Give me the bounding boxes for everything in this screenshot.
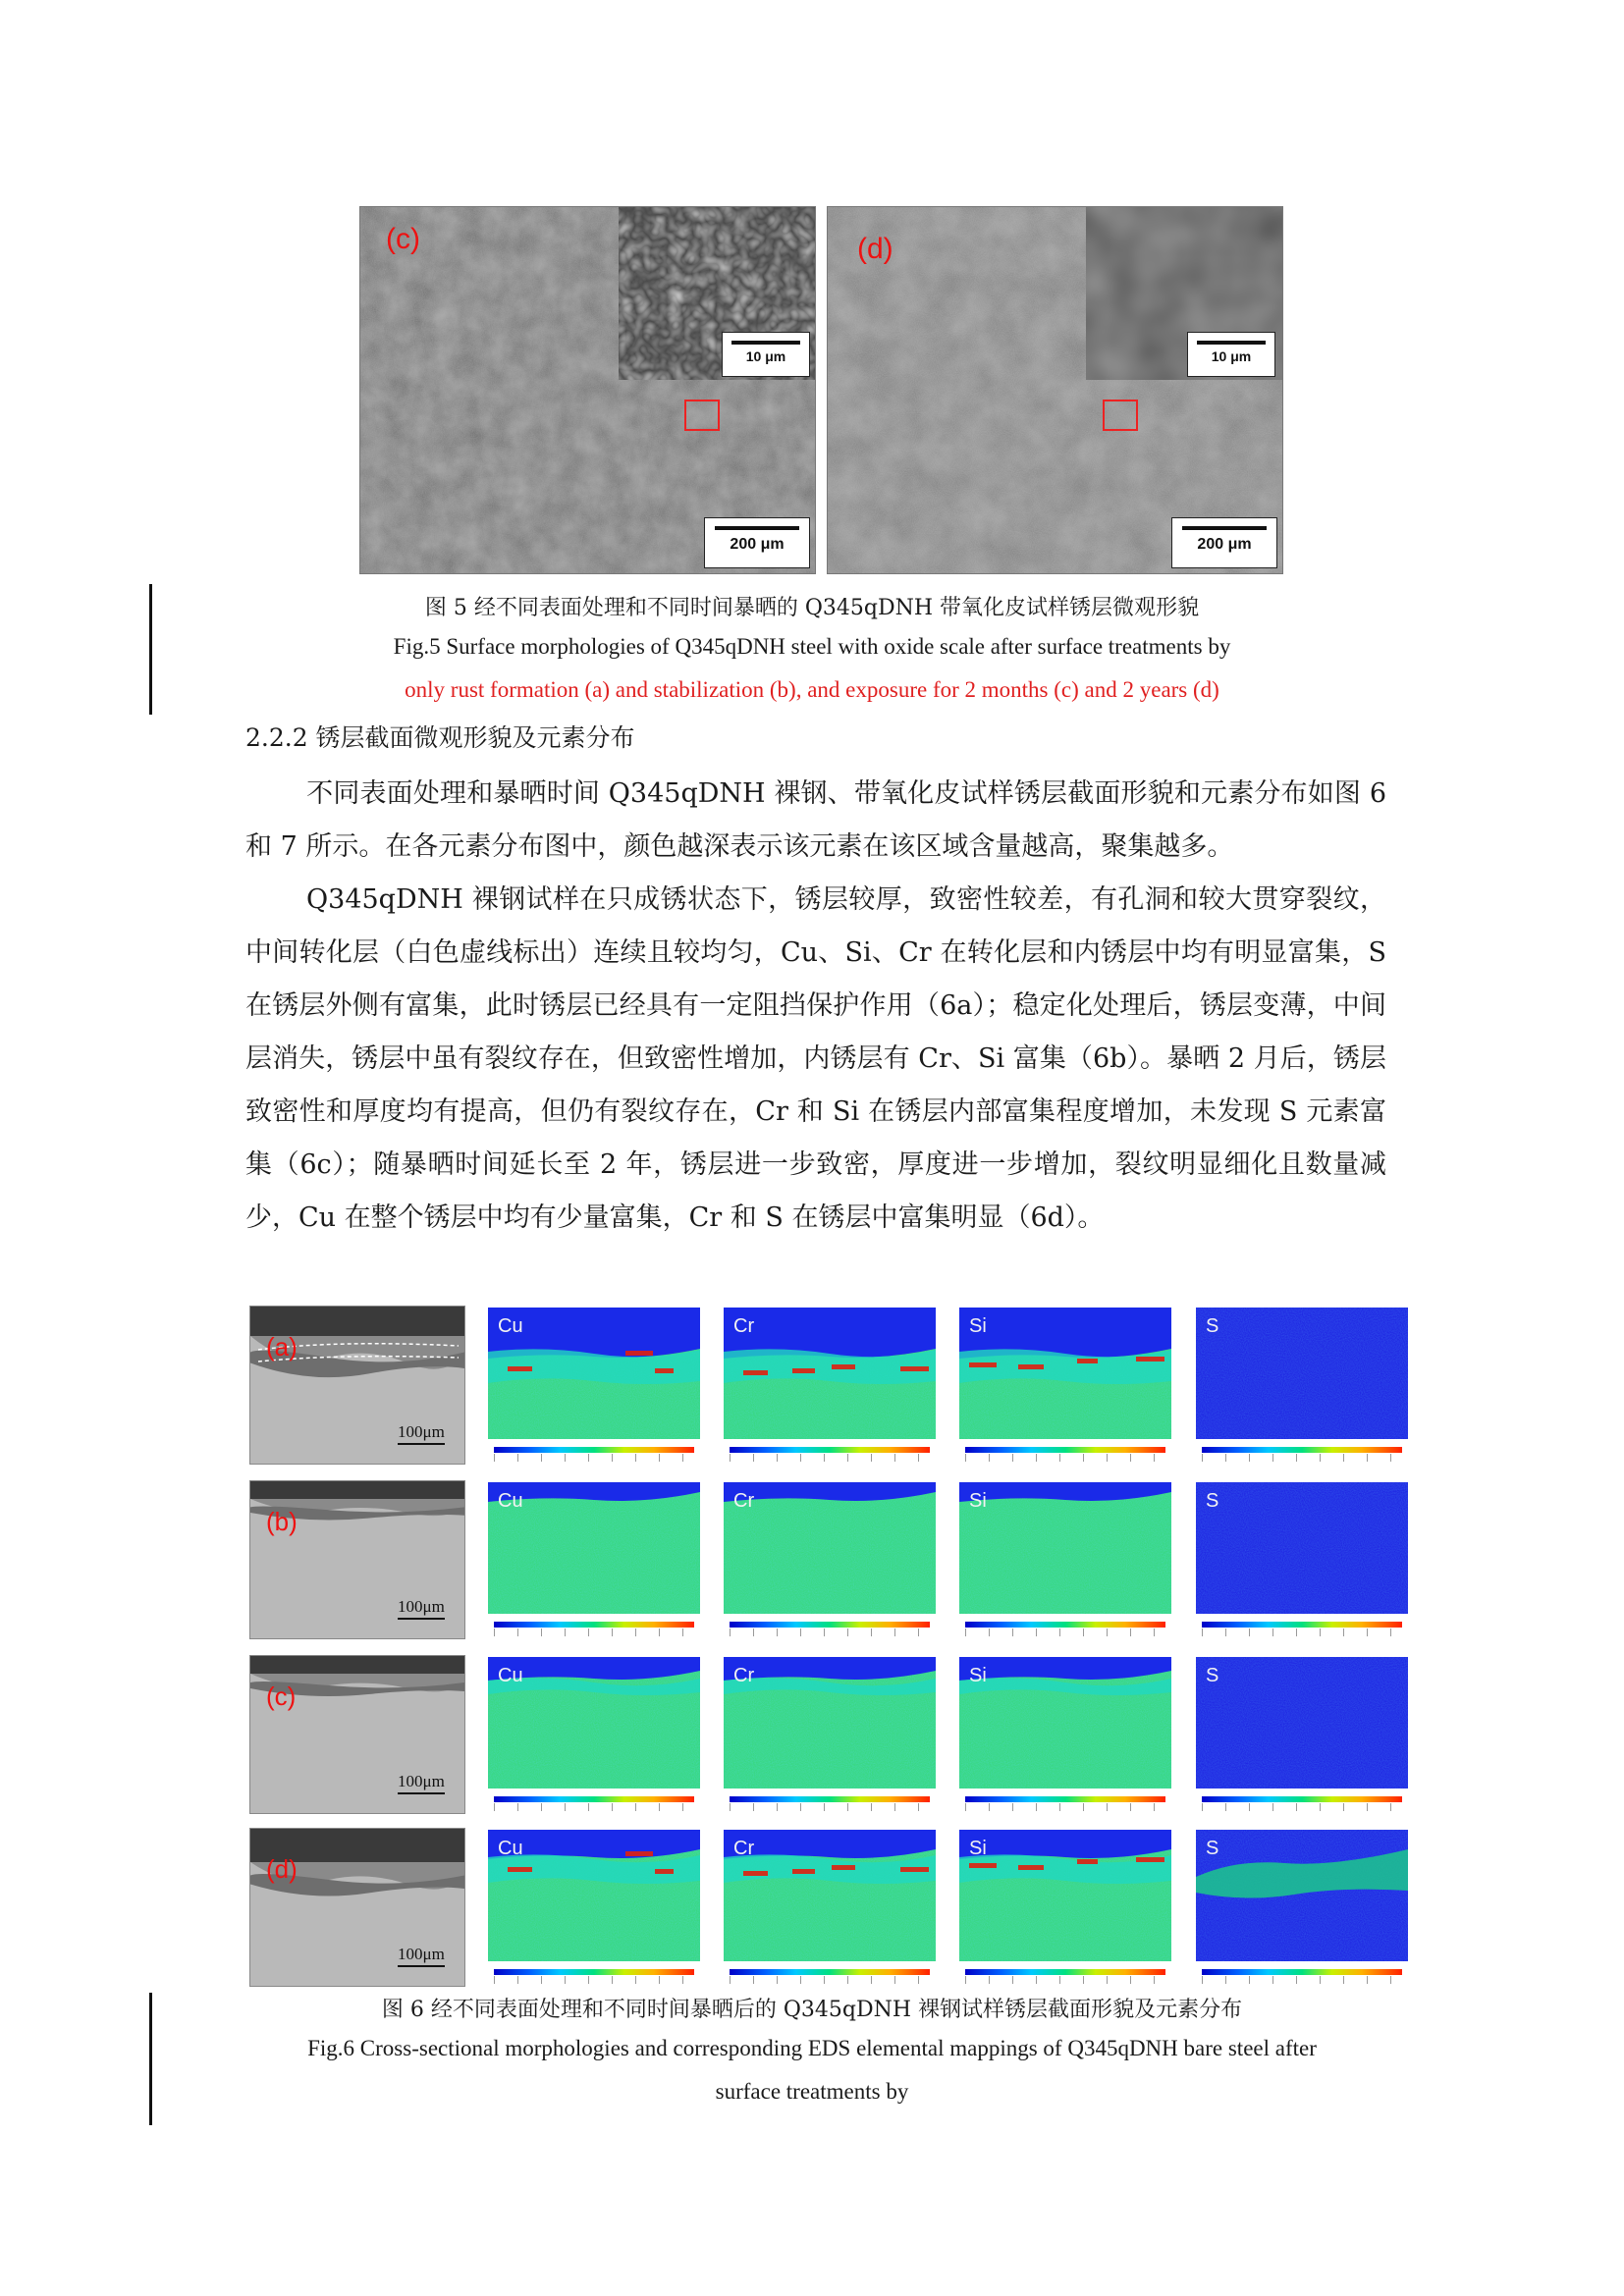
figure-caption-en: surface treatments by — [715, 2079, 909, 2104]
element-label: Cr — [733, 1665, 755, 1686]
color-scale-bar — [730, 1447, 930, 1453]
color-scale-bar — [1202, 1622, 1402, 1628]
figure-caption-cn: 图 5 经不同表面处理和不同时间暴晒的 Q345qDNH 带氧化皮试样锈层微观形貌 — [424, 596, 1200, 620]
panel-label: (b) — [266, 1507, 298, 1536]
eds-map-si — [959, 1482, 1171, 1614]
panel-label: (c) — [386, 223, 420, 255]
figure-caption-en: Fig.5 Surface morphologies of Q345qDNH steel with oxide scale after surface treatments by — [393, 634, 1231, 659]
zoom-region-marker — [1103, 400, 1138, 431]
scale-bar: 100μm — [398, 1772, 445, 1794]
cross-section-image — [249, 1828, 465, 1987]
eds-map-s — [1196, 1482, 1408, 1614]
cross-section-image — [249, 1655, 465, 1814]
element-label: S — [1206, 1490, 1219, 1512]
zoom-region-marker — [684, 400, 720, 431]
scale-bar: 100μm — [398, 1945, 445, 1967]
color-scale-ticks — [1202, 1976, 1402, 1984]
color-scale-ticks — [730, 1629, 930, 1636]
element-label: S — [1206, 1315, 1219, 1337]
element-label: Cu — [498, 1315, 523, 1337]
color-scale-bar — [730, 1622, 930, 1628]
element-label: Cu — [498, 1838, 523, 1859]
scale-bar: 100μm — [398, 1422, 445, 1445]
color-scale-bar — [494, 1796, 694, 1802]
scale-bar: 200 μm — [704, 517, 810, 568]
eds-map-cu — [488, 1482, 700, 1614]
eds-map-s — [1196, 1657, 1408, 1789]
eds-map-s — [1196, 1830, 1408, 1961]
color-scale-ticks — [494, 1454, 694, 1462]
element-label: S — [1206, 1838, 1219, 1859]
body-paragraph: 不同表面处理和暴晒时间 Q345qDNH 裸钢、带氧化皮试样锈层截面形貌和元素分布如图 6 和 7 所示。在各元素分布图中，颜色越深表示该元素在该区域含量越高，聚集越多。 — [245, 778, 1386, 862]
color-scale-ticks — [965, 1629, 1165, 1636]
panel-label: (c) — [266, 1682, 297, 1711]
color-scale-ticks — [730, 1803, 930, 1811]
color-scale-bar — [965, 1447, 1165, 1453]
color-scale-bar — [965, 1796, 1165, 1802]
eds-map-cu — [488, 1308, 700, 1439]
color-scale-ticks — [965, 1803, 1165, 1811]
eds-map-si — [959, 1308, 1171, 1439]
color-scale-ticks — [494, 1976, 694, 1984]
color-scale-ticks — [965, 1976, 1165, 1984]
element-label: Si — [969, 1490, 987, 1512]
element-label: Cr — [733, 1838, 755, 1859]
eds-map-cu — [488, 1830, 700, 1961]
element-label: Cu — [498, 1490, 523, 1512]
color-scale-bar — [494, 1622, 694, 1628]
color-scale-ticks — [494, 1629, 694, 1636]
inset-scale-bar: 10 μm — [1187, 332, 1275, 377]
color-scale-ticks — [965, 1454, 1165, 1462]
scale-bar: 200 μm — [1171, 517, 1277, 568]
color-scale-bar — [730, 1969, 930, 1975]
body-paragraph: Q345qDNH 裸钢试样在只成锈状态下，锈层较厚，致密性较差，有孔洞和较大贯穿裂纹，中间转化层（白色虚线标出）连续且较均匀，Cu、Si、Cr 在转化层和内锈层中均有明显富集，S 在锈层外侧有富集，此时锈层已经具有一定阻挡保护作用（6a）；稳定化处理后，锈层变薄，中间层消失，锈层中虽有裂纹存在，但致密性增加，内锈层有 Cr、Si 富集（6b）。暴晒 2 月后，锈层致密性和厚度均有提高，但仍有裂纹存在，Cr 和 Si 在锈层内部富集程度增加，未发现 S 元素富集（6c）；随暴晒时间延长至 2 年，锈层进一步致密，厚度进一步增加，裂纹明显细化且数量减少，Cu 在整个锈层中均有少量富集，Cr 和 S 在锈层中富集明显（6d）。 — [245, 884, 1386, 1233]
element-label: Si — [969, 1315, 987, 1337]
color-scale-bar — [1202, 1969, 1402, 1975]
element-label: Cr — [733, 1315, 755, 1337]
figure-caption-cn: 图 6 经不同表面处理和不同时间暴晒后的 Q345qDNH 裸钢试样锈层截面形貌及元素分布 — [381, 1998, 1243, 2022]
color-scale-ticks — [1202, 1454, 1402, 1462]
element-label: S — [1206, 1665, 1219, 1686]
figure-caption-en-revised: only rust formation (a) and stabilization (b), and exposure for 2 months (c) and 2 years (d) — [405, 677, 1219, 702]
color-scale-ticks — [730, 1976, 930, 1984]
color-scale-ticks — [494, 1803, 694, 1811]
element-label: Cr — [733, 1490, 755, 1512]
eds-map-cr — [724, 1657, 936, 1789]
panel-label: (d) — [857, 233, 893, 265]
eds-map-cr — [724, 1482, 936, 1614]
inset-scale-bar: 10 μm — [722, 332, 810, 377]
eds-map-si — [959, 1830, 1171, 1961]
color-scale-bar — [494, 1447, 694, 1453]
eds-map-cr — [724, 1308, 936, 1439]
sem-image-c — [359, 206, 816, 574]
eds-map-s — [1196, 1308, 1408, 1439]
color-scale-bar — [965, 1622, 1165, 1628]
color-scale-bar — [1202, 1447, 1402, 1453]
color-scale-bar — [730, 1796, 930, 1802]
eds-map-cr — [724, 1830, 936, 1961]
color-scale-ticks — [1202, 1629, 1402, 1636]
cross-section-image — [249, 1480, 465, 1639]
color-scale-ticks — [730, 1454, 930, 1462]
color-scale-bar — [965, 1969, 1165, 1975]
eds-map-si — [959, 1657, 1171, 1789]
panel-label: (d) — [266, 1854, 298, 1884]
figure-caption-en: Fig.6 Cross-sectional morphologies and corresponding EDS elemental mappings of Q345qDNH bare steel after — [307, 2036, 1317, 2060]
cross-section-image — [249, 1306, 465, 1465]
color-scale-bar — [1202, 1796, 1402, 1802]
color-scale-ticks — [1202, 1803, 1402, 1811]
sem-image-d — [827, 206, 1283, 574]
section-heading: 2.2.2 锈层截面微观形貌及元素分布 — [245, 723, 635, 752]
element-label: Si — [969, 1665, 987, 1686]
scale-bar: 100μm — [398, 1597, 445, 1620]
element-label: Cu — [498, 1665, 523, 1686]
element-label: Si — [969, 1838, 987, 1859]
panel-label: (a) — [266, 1332, 298, 1362]
color-scale-bar — [494, 1969, 694, 1975]
eds-map-cu — [488, 1657, 700, 1789]
